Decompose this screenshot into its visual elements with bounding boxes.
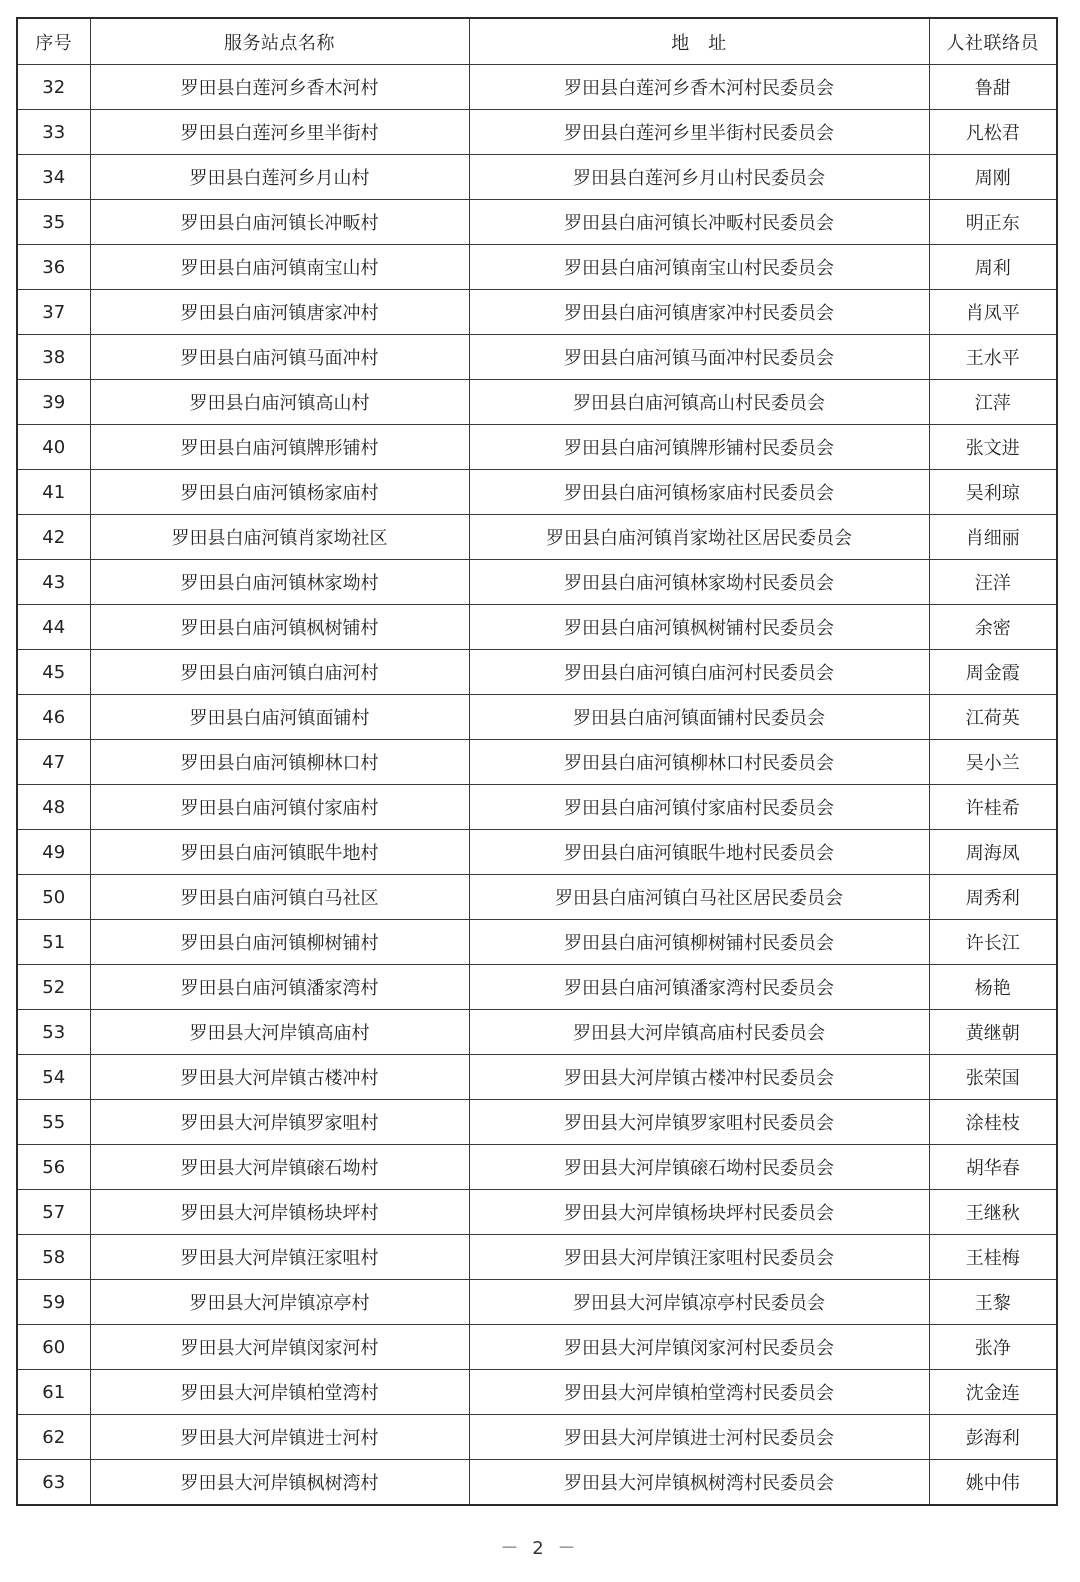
cell-address: 罗田县大河岸镇古楼冲村民委员会 [469, 1055, 929, 1100]
cell-serial-number: 39 [17, 380, 90, 425]
cell-station-name: 罗田县大河岸镇进士河村 [90, 1415, 469, 1460]
cell-address: 罗田县白庙河镇白马社区居民委员会 [469, 875, 929, 920]
cell-address: 罗田县白庙河镇马面冲村民委员会 [469, 335, 929, 380]
cell-address: 罗田县大河岸镇汪家咀村民委员会 [469, 1235, 929, 1280]
cell-contact-person: 周秀利 [929, 875, 1057, 920]
cell-address: 罗田县白庙河镇高山村民委员会 [469, 380, 929, 425]
cell-station-name: 罗田县白庙河镇马面冲村 [90, 335, 469, 380]
table-row [17, 1190, 1057, 1235]
cell-address: 罗田县白庙河镇眠牛地村民委员会 [469, 830, 929, 875]
cell-address: 罗田县白庙河镇长冲畈村民委员会 [469, 200, 929, 245]
cell-serial-number: 46 [17, 695, 90, 740]
cell-address: 罗田县白庙河镇柳树铺村民委员会 [469, 920, 929, 965]
cell-contact-person: 周利 [929, 245, 1057, 290]
header-serial-number: 序号 [17, 18, 90, 65]
cell-contact-person: 余密 [929, 605, 1057, 650]
table-row [17, 1100, 1057, 1145]
table-row [17, 425, 1057, 470]
cell-address: 罗田县白庙河镇柳林口村民委员会 [469, 740, 929, 785]
cell-station-name: 罗田县大河岸镇罗家咀村 [90, 1100, 469, 1145]
cell-serial-number: 50 [17, 875, 90, 920]
cell-contact-person: 许桂希 [929, 785, 1057, 830]
page-number: － 2 － [500, 1538, 580, 1559]
cell-station-name: 罗田县白庙河镇牌形铺村 [90, 425, 469, 470]
cell-address: 罗田县大河岸镇柏堂湾村民委员会 [469, 1370, 929, 1415]
cell-address: 罗田县白庙河镇潘家湾村民委员会 [469, 965, 929, 1010]
cell-serial-number: 34 [17, 155, 90, 200]
cell-contact-person: 彭海利 [929, 1415, 1057, 1460]
cell-serial-number: 59 [17, 1280, 90, 1325]
cell-address: 罗田县大河岸镇进士河村民委员会 [469, 1415, 929, 1460]
cell-station-name: 罗田县白庙河镇长冲畈村 [90, 200, 469, 245]
cell-contact-person: 鲁甜 [929, 65, 1057, 110]
table-row [17, 155, 1057, 200]
cell-contact-person: 周刚 [929, 155, 1057, 200]
cell-contact-person: 江萍 [929, 380, 1057, 425]
cell-address: 罗田县白庙河镇南宝山村民委员会 [469, 245, 929, 290]
service-station-table [16, 17, 1058, 1506]
cell-station-name: 罗田县白庙河镇付家庙村 [90, 785, 469, 830]
cell-address: 罗田县白庙河镇唐家冲村民委员会 [469, 290, 929, 335]
cell-serial-number: 56 [17, 1145, 90, 1190]
cell-station-name: 罗田县大河岸镇闵家河村 [90, 1325, 469, 1370]
cell-contact-person: 吴小兰 [929, 740, 1057, 785]
table-row [17, 110, 1057, 155]
cell-address: 罗田县大河岸镇闵家河村民委员会 [469, 1325, 929, 1370]
cell-contact-person: 涂桂枝 [929, 1100, 1057, 1145]
cell-serial-number: 52 [17, 965, 90, 1010]
cell-contact-person: 胡华春 [929, 1145, 1057, 1190]
table-body [17, 65, 1057, 1506]
cell-contact-person: 周金霞 [929, 650, 1057, 695]
cell-contact-person: 汪洋 [929, 560, 1057, 605]
cell-contact-person: 姚中伟 [929, 1460, 1057, 1506]
table-row [17, 920, 1057, 965]
cell-contact-person: 肖凤平 [929, 290, 1057, 335]
table-row [17, 875, 1057, 920]
cell-contact-person: 张净 [929, 1325, 1057, 1370]
cell-contact-person: 王桂梅 [929, 1235, 1057, 1280]
cell-station-name: 罗田县白莲河乡月山村 [90, 155, 469, 200]
cell-contact-person: 张荣国 [929, 1055, 1057, 1100]
table-row [17, 1055, 1057, 1100]
cell-station-name: 罗田县白庙河镇枫树铺村 [90, 605, 469, 650]
table-row [17, 1145, 1057, 1190]
table-row [17, 605, 1057, 650]
cell-contact-person: 江荷英 [929, 695, 1057, 740]
cell-serial-number: 32 [17, 65, 90, 110]
cell-serial-number: 38 [17, 335, 90, 380]
header-address: 地 址 [469, 18, 929, 65]
cell-serial-number: 61 [17, 1370, 90, 1415]
cell-address: 罗田县白庙河镇白庙河村民委员会 [469, 650, 929, 695]
cell-station-name: 罗田县白庙河镇柳林口村 [90, 740, 469, 785]
cell-contact-person: 沈金连 [929, 1370, 1057, 1415]
cell-serial-number: 45 [17, 650, 90, 695]
table-row [17, 965, 1057, 1010]
cell-contact-person: 王黎 [929, 1280, 1057, 1325]
table-row [17, 1415, 1057, 1460]
table-row [17, 560, 1057, 605]
cell-address: 罗田县白庙河镇付家庙村民委员会 [469, 785, 929, 830]
cell-address: 罗田县大河岸镇凉亭村民委员会 [469, 1280, 929, 1325]
cell-serial-number: 33 [17, 110, 90, 155]
cell-address: 罗田县白莲河乡里半街村民委员会 [469, 110, 929, 155]
cell-address: 罗田县大河岸镇高庙村民委员会 [469, 1010, 929, 1055]
cell-serial-number: 62 [17, 1415, 90, 1460]
cell-station-name: 罗田县白庙河镇白庙河村 [90, 650, 469, 695]
cell-station-name: 罗田县白庙河镇杨家庙村 [90, 470, 469, 515]
cell-station-name: 罗田县白庙河镇高山村 [90, 380, 469, 425]
cell-station-name: 罗田县白庙河镇唐家冲村 [90, 290, 469, 335]
cell-address: 罗田县白庙河镇林家坳村民委员会 [469, 560, 929, 605]
cell-station-name: 罗田县白庙河镇面铺村 [90, 695, 469, 740]
table-row [17, 470, 1057, 515]
table-row [17, 200, 1057, 245]
cell-serial-number: 51 [17, 920, 90, 965]
cell-station-name: 罗田县白莲河乡里半街村 [90, 110, 469, 155]
cell-contact-person: 王水平 [929, 335, 1057, 380]
cell-contact-person: 黄继朝 [929, 1010, 1057, 1055]
table-row [17, 335, 1057, 380]
table-row [17, 740, 1057, 785]
cell-serial-number: 35 [17, 200, 90, 245]
cell-serial-number: 60 [17, 1325, 90, 1370]
header-station-name: 服务站点名称 [90, 18, 469, 65]
cell-address: 罗田县大河岸镇磙石坳村民委员会 [469, 1145, 929, 1190]
cell-serial-number: 48 [17, 785, 90, 830]
table-row [17, 290, 1057, 335]
table-row [17, 1370, 1057, 1415]
cell-station-name: 罗田县白庙河镇潘家湾村 [90, 965, 469, 1010]
cell-station-name: 罗田县白庙河镇肖家坳社区 [90, 515, 469, 560]
cell-contact-person: 周海凤 [929, 830, 1057, 875]
cell-station-name: 罗田县白庙河镇南宝山村 [90, 245, 469, 290]
cell-address: 罗田县大河岸镇罗家咀村民委员会 [469, 1100, 929, 1145]
cell-station-name: 罗田县白庙河镇眠牛地村 [90, 830, 469, 875]
cell-serial-number: 63 [17, 1460, 90, 1506]
cell-serial-number: 55 [17, 1100, 90, 1145]
table-row [17, 650, 1057, 695]
cell-serial-number: 40 [17, 425, 90, 470]
cell-contact-person: 杨艳 [929, 965, 1057, 1010]
table-row [17, 245, 1057, 290]
cell-contact-person: 凡松君 [929, 110, 1057, 155]
cell-station-name: 罗田县大河岸镇枫树湾村 [90, 1460, 469, 1506]
cell-contact-person: 王继秋 [929, 1190, 1057, 1235]
cell-address: 罗田县大河岸镇枫树湾村民委员会 [469, 1460, 929, 1506]
cell-station-name: 罗田县大河岸镇汪家咀村 [90, 1235, 469, 1280]
cell-station-name: 罗田县大河岸镇磙石坳村 [90, 1145, 469, 1190]
cell-address: 罗田县白庙河镇面铺村民委员会 [469, 695, 929, 740]
table-header [17, 18, 1057, 65]
cell-serial-number: 58 [17, 1235, 90, 1280]
cell-address: 罗田县白莲河乡香木河村民委员会 [469, 65, 929, 110]
cell-contact-person: 吴利琼 [929, 470, 1057, 515]
cell-serial-number: 47 [17, 740, 90, 785]
table-row [17, 1010, 1057, 1055]
cell-station-name: 罗田县大河岸镇柏堂湾村 [90, 1370, 469, 1415]
cell-station-name: 罗田县白庙河镇林家坳村 [90, 560, 469, 605]
cell-station-name: 罗田县白莲河乡香木河村 [90, 65, 469, 110]
table-row [17, 1325, 1057, 1370]
cell-serial-number: 42 [17, 515, 90, 560]
table-row [17, 1460, 1057, 1506]
cell-serial-number: 36 [17, 245, 90, 290]
cell-contact-person: 许长江 [929, 920, 1057, 965]
cell-address: 罗田县白庙河镇牌形铺村民委员会 [469, 425, 929, 470]
cell-address: 罗田县大河岸镇杨块坪村民委员会 [469, 1190, 929, 1235]
cell-contact-person: 张文进 [929, 425, 1057, 470]
cell-serial-number: 49 [17, 830, 90, 875]
table-row [17, 65, 1057, 110]
header-contact-person: 人社联络员 [929, 18, 1057, 65]
cell-address: 罗田县白莲河乡月山村民委员会 [469, 155, 929, 200]
table-row [17, 695, 1057, 740]
table-row [17, 785, 1057, 830]
cell-station-name: 罗田县白庙河镇白马社区 [90, 875, 469, 920]
cell-address: 罗田县白庙河镇肖家坳社区居民委员会 [469, 515, 929, 560]
cell-address: 罗田县白庙河镇杨家庙村民委员会 [469, 470, 929, 515]
cell-serial-number: 44 [17, 605, 90, 650]
cell-address: 罗田县白庙河镇枫树铺村民委员会 [469, 605, 929, 650]
cell-contact-person: 肖细丽 [929, 515, 1057, 560]
cell-station-name: 罗田县白庙河镇柳树铺村 [90, 920, 469, 965]
header-row [17, 18, 1057, 65]
table-row [17, 1280, 1057, 1325]
cell-station-name: 罗田县大河岸镇杨块坪村 [90, 1190, 469, 1235]
cell-serial-number: 54 [17, 1055, 90, 1100]
cell-station-name: 罗田县大河岸镇高庙村 [90, 1010, 469, 1055]
document-sheet [16, 17, 1056, 1506]
cell-serial-number: 53 [17, 1010, 90, 1055]
cell-serial-number: 57 [17, 1190, 90, 1235]
table-row [17, 830, 1057, 875]
table-row [17, 1235, 1057, 1280]
table-row [17, 380, 1057, 425]
cell-serial-number: 43 [17, 560, 90, 605]
table-row [17, 515, 1057, 560]
cell-serial-number: 37 [17, 290, 90, 335]
cell-serial-number: 41 [17, 470, 90, 515]
cell-contact-person: 明正东 [929, 200, 1057, 245]
cell-station-name: 罗田县大河岸镇凉亭村 [90, 1280, 469, 1325]
cell-station-name: 罗田县大河岸镇古楼冲村 [90, 1055, 469, 1100]
